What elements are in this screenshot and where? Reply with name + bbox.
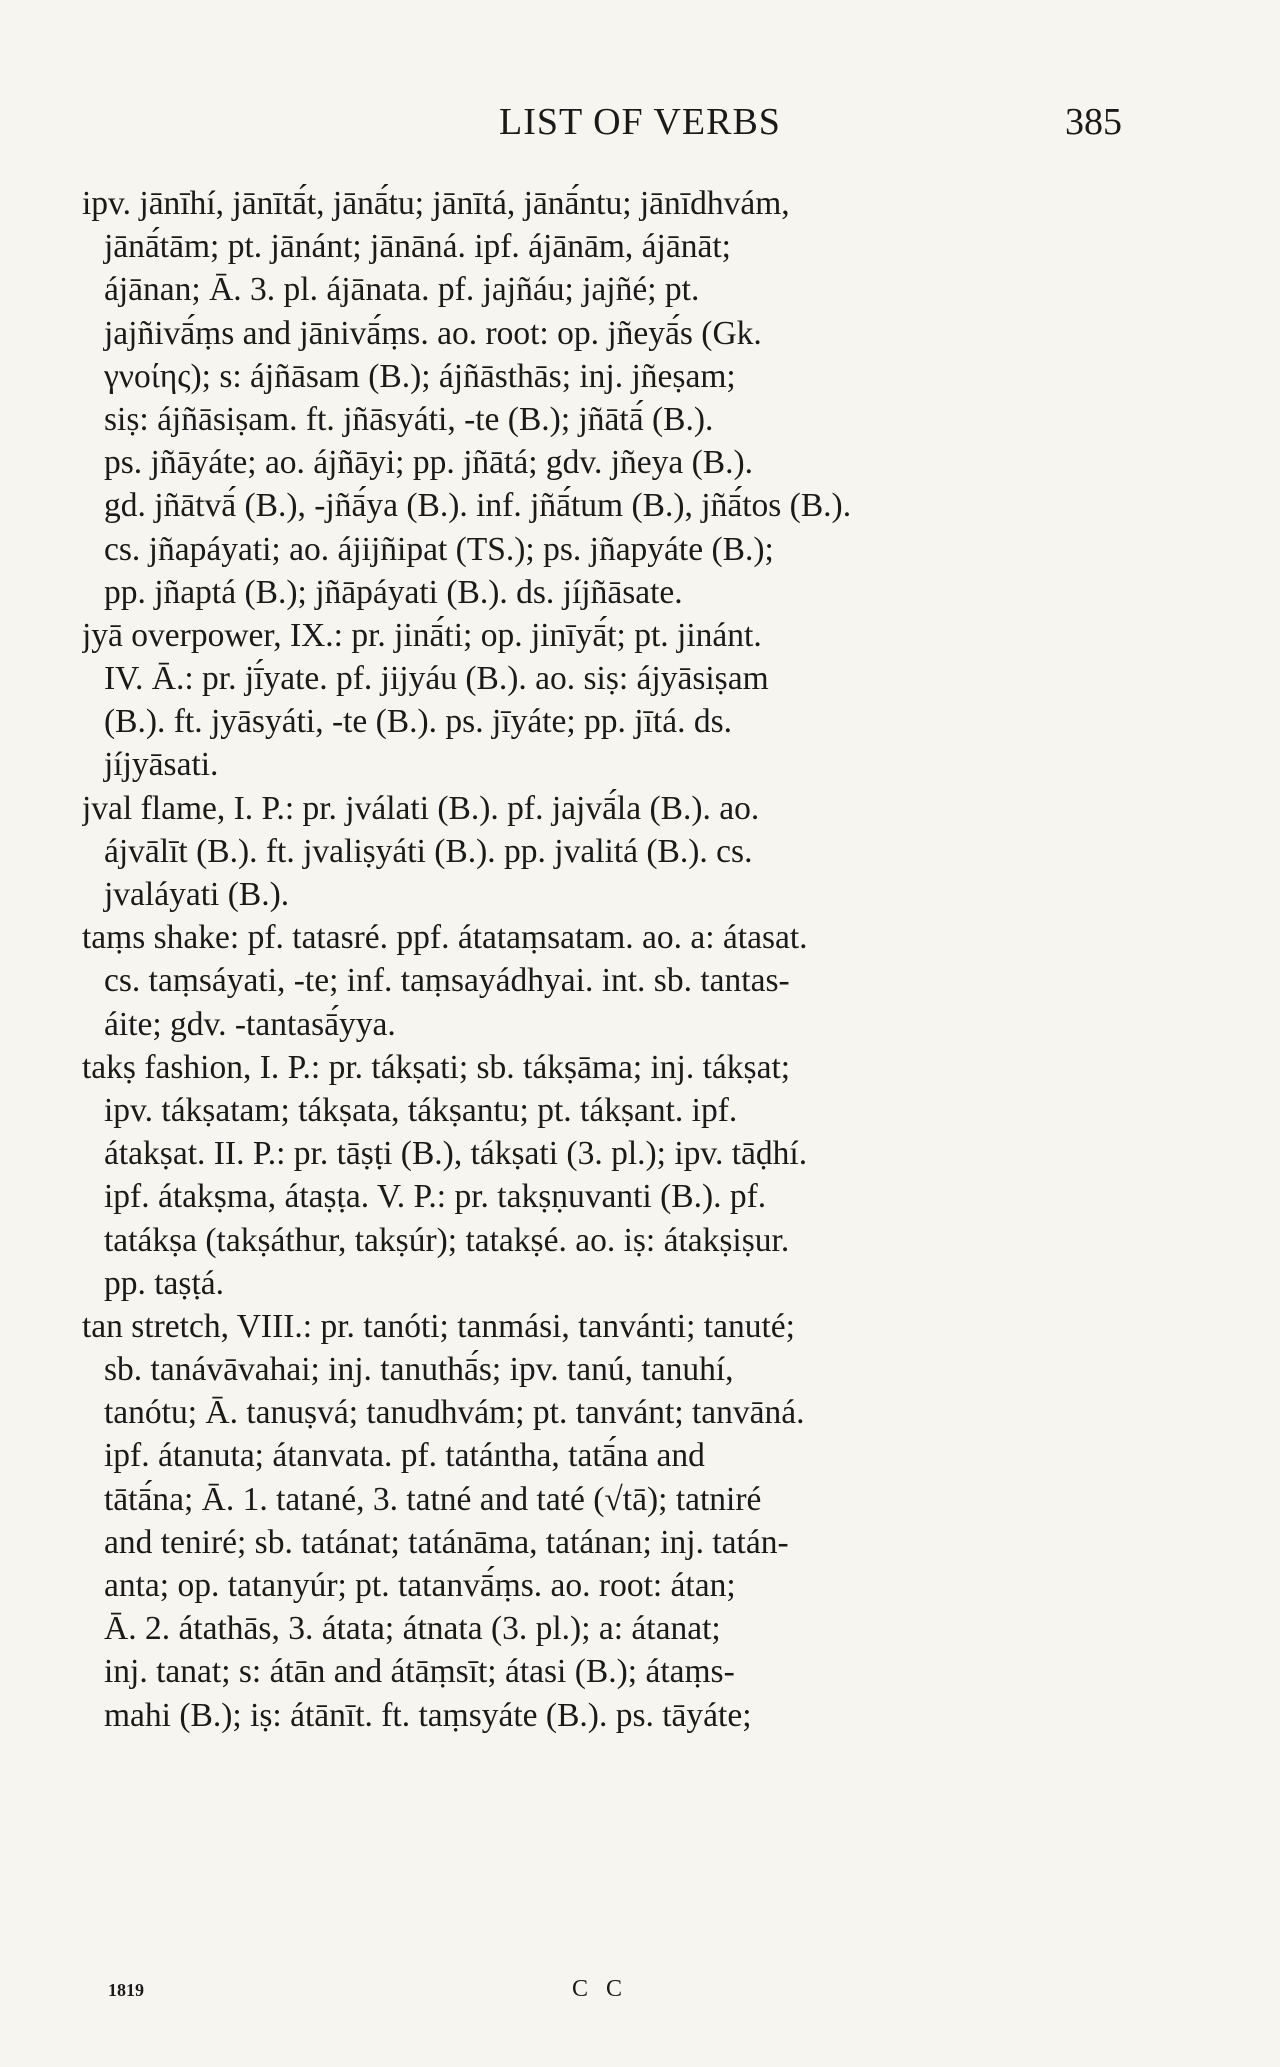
text-line: siṣ: ájñāsiṣam. ft. jñāsyáti, -te (B.); jñātā́ (B.). [104, 400, 714, 438]
text-line: áite; gdv. -tantasā́yya. [104, 1005, 396, 1043]
text-line: jval flame, I. P.: pr. jválati (B.). pf. jajvā́la (B.). ao. [82, 789, 760, 827]
text-line: takṣ fashion, I. P.: pr. tákṣati; sb. tákṣāma; inj. tákṣat; [82, 1048, 791, 1086]
text-line: tatákṣa (takṣáthur, takṣúr); tatakṣé. ao. iṣ: átakṣiṣur. [104, 1221, 790, 1259]
text-line: jajñivā́ṃs and jānivā́ṃs. ao. root: op. jñeyā́s (Gk. [104, 314, 762, 352]
text-line: tātā́na; Ā. 1. tatané, 3. tatné and taté (√tā); tatniré [104, 1480, 762, 1518]
text-line: ipf. átakṣma, átaṣṭa. V. P.: pr. takṣṇuvanti (B.). pf. [104, 1178, 767, 1216]
verb-list-text [82, 182, 1128, 1737]
signature-mark: C C [572, 1976, 629, 2002]
text-line: and teniré; sb. tatánat; tatánāma, tatánan; inj. tatán- [104, 1523, 789, 1561]
text-line: tan stretch, VIII.: pr. tanóti; tanmási, tanvánti; tanuté; [82, 1307, 795, 1345]
text-line: jíjyāsati. [104, 746, 219, 784]
text-line: cs. jñapáyati; ao. ájijñipat (TS.); ps. jñapyáte (B.); [104, 530, 774, 568]
text-line: jyā overpower, IX.: pr. jinā́ti; op. jinīyā́t; pt. jinánt. [82, 616, 762, 654]
page-number: 385 [1065, 101, 1122, 143]
text-line: inj. tanat; s: átān and átāṃsīt; átasi (B.); átaṃs- [104, 1653, 735, 1691]
text-line: mahi (B.); iṣ: átānīt. ft. taṃsyáte (B.). ps. tāyáte; [104, 1696, 752, 1734]
text-line: γνοίης); s: ájñāsam (B.); ájñāsthās; inj. jñeṣam; [104, 357, 736, 395]
text-line: IV. Ā.: pr. jī́yate. pf. jijyáu (B.). ao. siṣ: ájyāsiṣam [104, 660, 769, 698]
text-line: pp. jñaptá (B.); jñāpáyati (B.). ds. jíjñāsate. [104, 573, 683, 611]
text-line: gd. jñātvā́ (B.), -jñā́ya (B.). inf. jñā́tum (B.), jñā́tos (B.). [104, 487, 852, 525]
running-title: LIST OF VERBS [499, 101, 781, 143]
text-line: ájvālīt (B.). ft. jvaliṣyáti (B.). pp. jvalitá (B.). cs. [104, 832, 753, 870]
text-line: sb. tanávāvahai; inj. tanuthā́s; ipv. tanú, tanuhí, [104, 1351, 734, 1389]
text-line: ps. jñāyáte; ao. ájñāyi; pp. jñātá; gdv. jñeya (B.). [104, 444, 754, 482]
text-line: cs. taṃsáyati, -te; inf. taṃsayádhyai. int. sb. tantas- [104, 962, 790, 1000]
text-line: ájānan; Ā. 3. pl. ájānata. pf. jajñáu; jajñé; pt. [104, 271, 700, 309]
text-line: átakṣat. II. P.: pr. tāṣṭi (B.), tákṣati (3. pl.); ipv. tāḍhí. [104, 1135, 808, 1173]
text-line: pp. taṣṭá. [104, 1264, 225, 1302]
page-footer [0, 1976, 1280, 2020]
text-line: jānā́tām; pt. jānánt; jānāná. ipf. ájānām, ájānāt; [104, 228, 731, 266]
text-line: ipf. átanuta; átanvata. pf. tatántha, tatā́na and [104, 1437, 705, 1475]
text-line: anta; op. tatanyúr; pt. tatanvā́ṃs. ao. root: átan; [104, 1567, 736, 1604]
text-line: jvaláyati (B.). [104, 876, 290, 913]
text-line: ipv. jānīhí, jānītā́t, jānā́tu; jānītá, jānā́ntu; jānīdhvám, [82, 185, 790, 222]
text-line: ipv. tákṣatam; tákṣata, tákṣantu; pt. tákṣant. ipf. [104, 1091, 738, 1129]
printer-number: 1819 [108, 1980, 144, 2000]
page-header [0, 100, 1280, 160]
text-line: Ā. 2. átathās, 3. átata; átnata (3. pl.); a: átanat; [104, 1610, 721, 1648]
text-line: (B.). ft. jyāsyáti, -te (B.). ps. jīyáte; pp. jītá. ds. [104, 703, 733, 741]
text-line: taṃs shake: pf. tatasré. ppf. átataṃsatam. ao. a: átasat. [82, 919, 808, 957]
text-line: tanótu; Ā. tanuṣvá; tanudhvám; pt. tanvánt; tanvāná. [104, 1394, 805, 1432]
